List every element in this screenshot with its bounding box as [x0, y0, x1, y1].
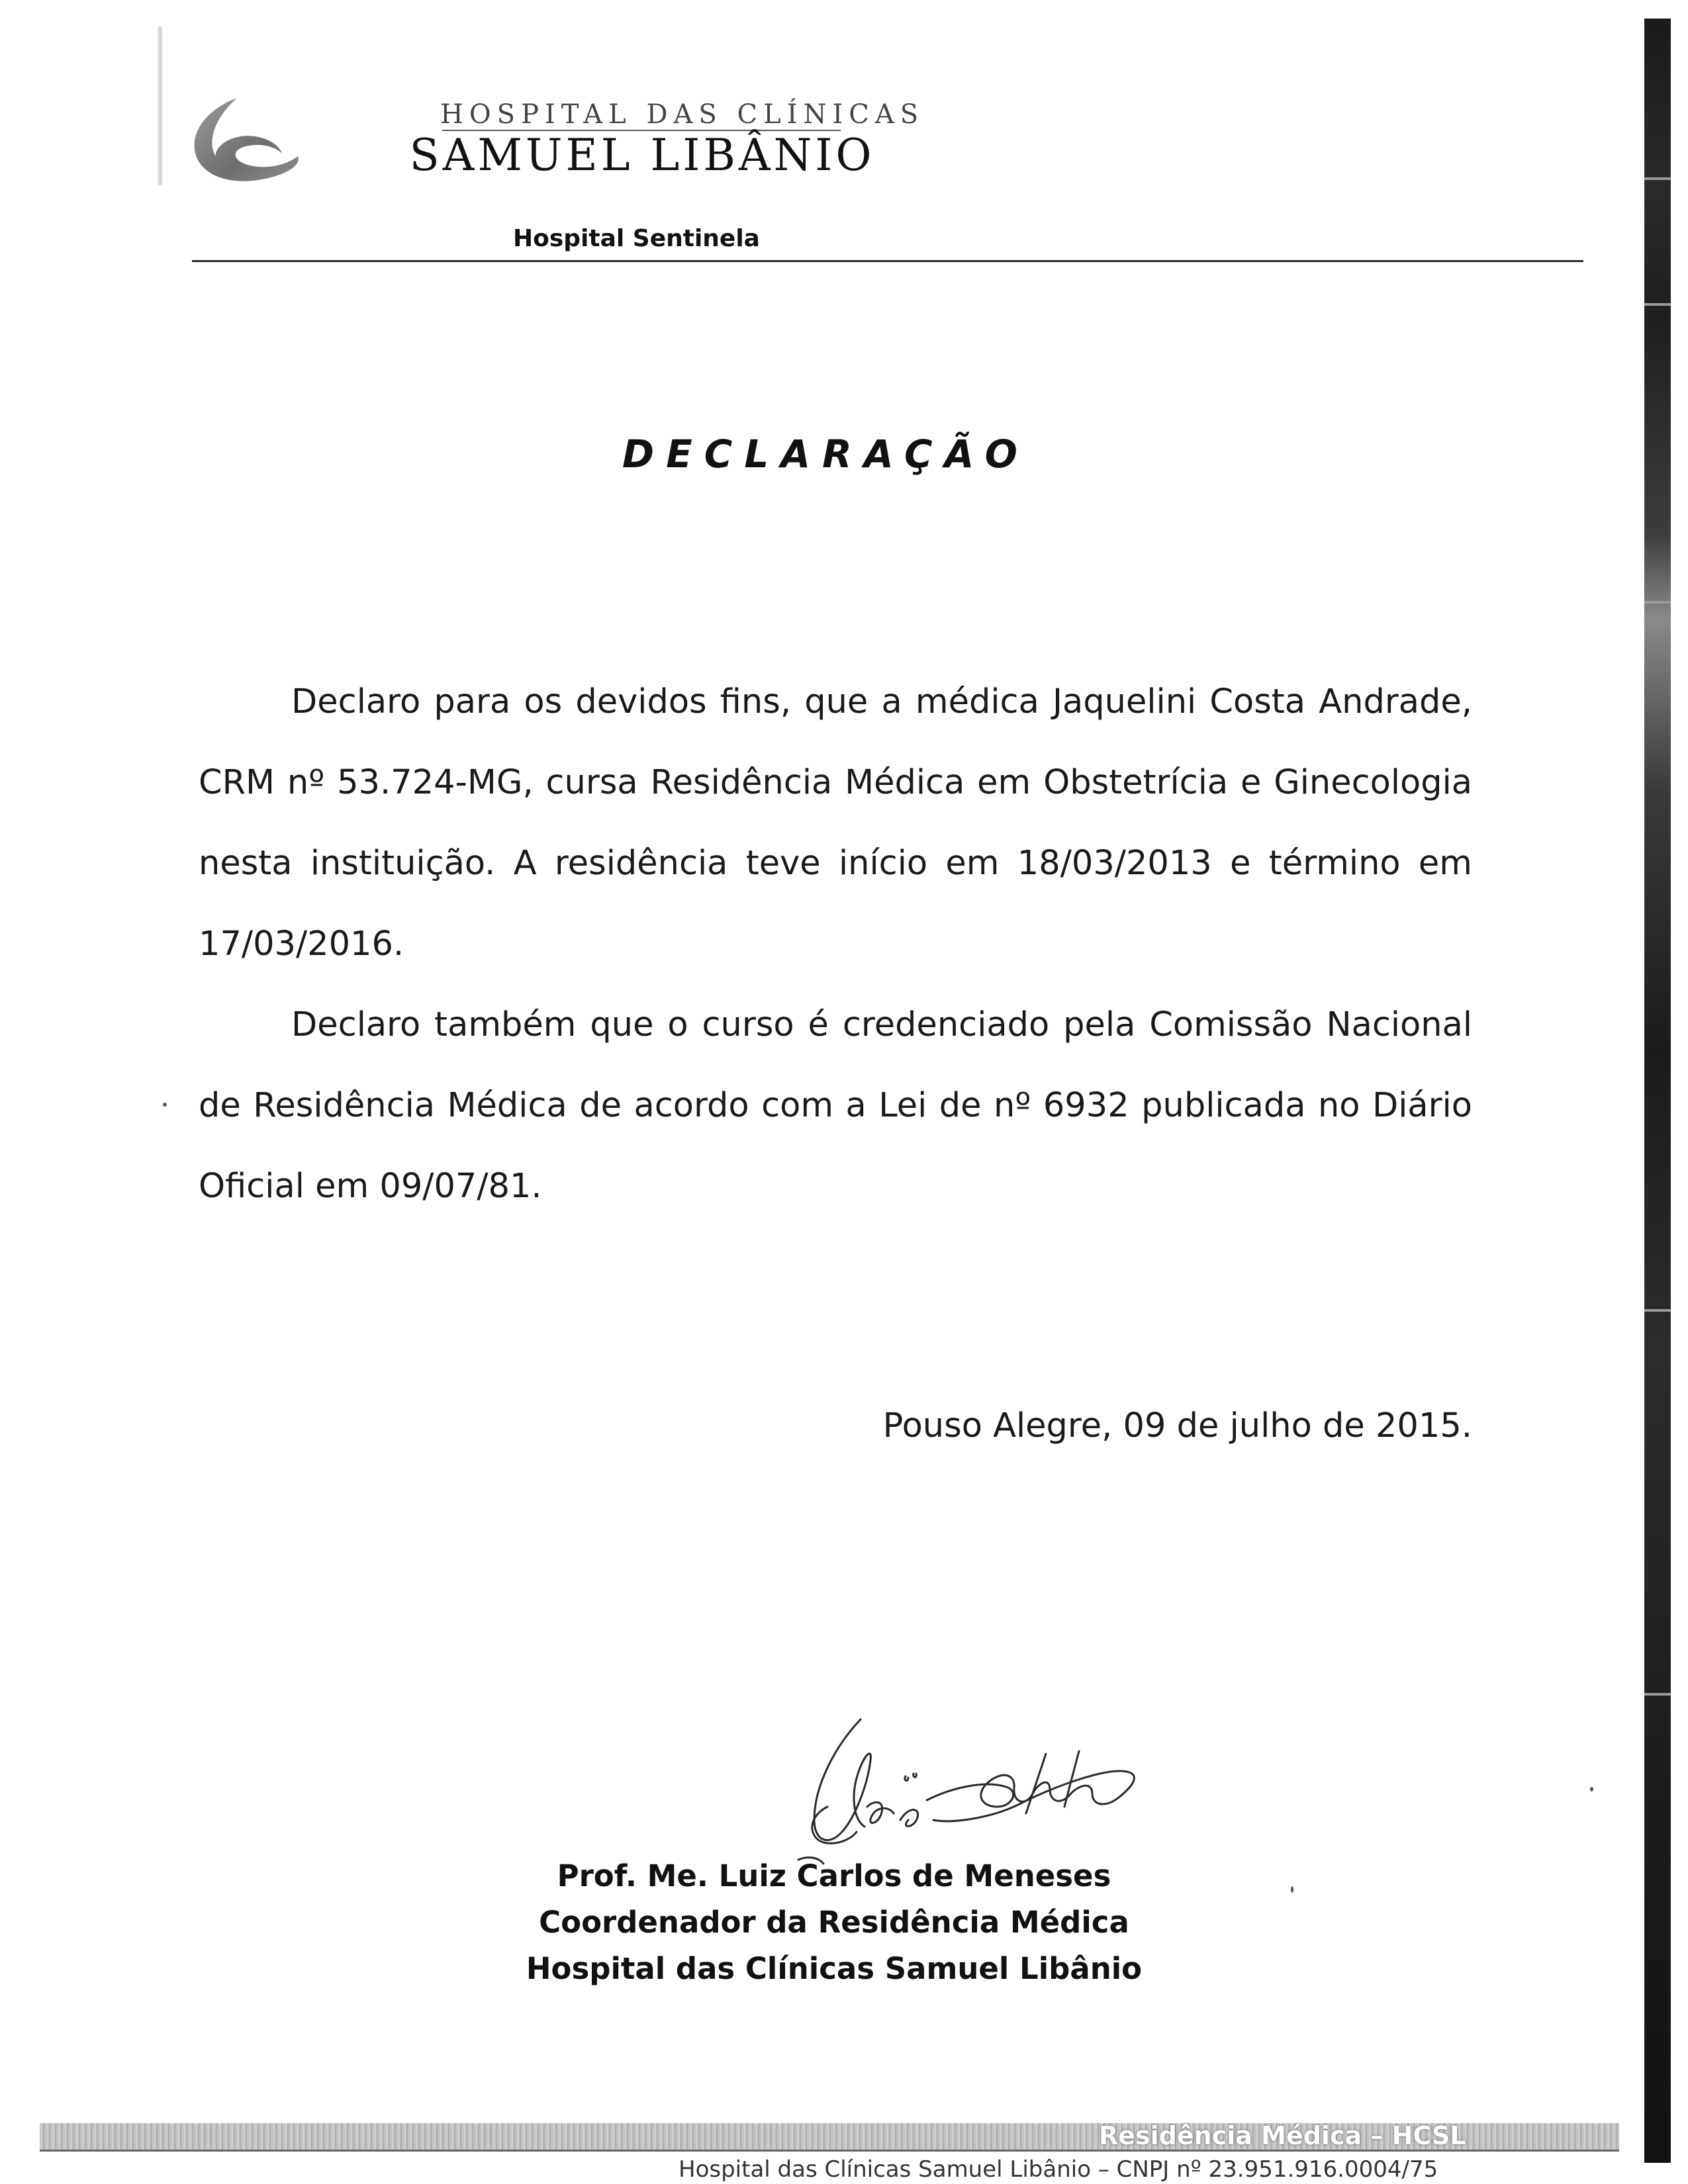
header-subtitle: Hospital Sentinela: [513, 225, 760, 252]
institution-small-caption: HOSPITAL DAS CLÍNICAS: [440, 99, 925, 130]
declaration-paragraph-1: Declaro para os devidos fins, que a médica Jaquelini Costa Andrade, CRM nº 53.724-MG, cursa Residência Médica em Obstetrícia e Ginecologia nesta instituição. A residência teve início em 18/03/2013 e término em 17/03/2016.: [199, 682, 1472, 964]
institution-name: SAMUEL LIBÂNIO: [409, 130, 875, 181]
place-and-date: Pouso Alegre, 09 de julho de 2015.: [882, 1406, 1472, 1445]
signatory-institution: Hospital das Clínicas Samuel Libânio: [526, 1951, 1143, 1986]
declaration-body: [199, 662, 1472, 1227]
signatory-block: [463, 1853, 1205, 1992]
signatory-role: Coordenador da Residência Médica: [539, 1905, 1129, 1940]
declaration-paragraph-2: Declaro também que o curso é credenciado pela Comissão Nacional de Residência Médica de acordo com a Lei de nº 6932 publicada no Diário Oficial em 09/07/81.: [199, 1005, 1472, 1206]
document-title: DECLARAÇÃO: [622, 432, 1029, 477]
hospital-logo-icon: [185, 93, 305, 192]
scan-edge-right: [1644, 19, 1671, 2163]
header-divider: [192, 260, 1583, 262]
scan-edge-left: [158, 26, 163, 185]
footer-band-label: Residência Médica – HCSL: [1099, 2121, 1466, 2150]
signatory-name: Prof. Me. Luiz Carlos de Meneses: [557, 1858, 1111, 1893]
footer-address: Hospital das Clínicas Samuel Libânio – CNPJ nº 23.951.916.0004/75: [679, 2156, 1438, 2183]
